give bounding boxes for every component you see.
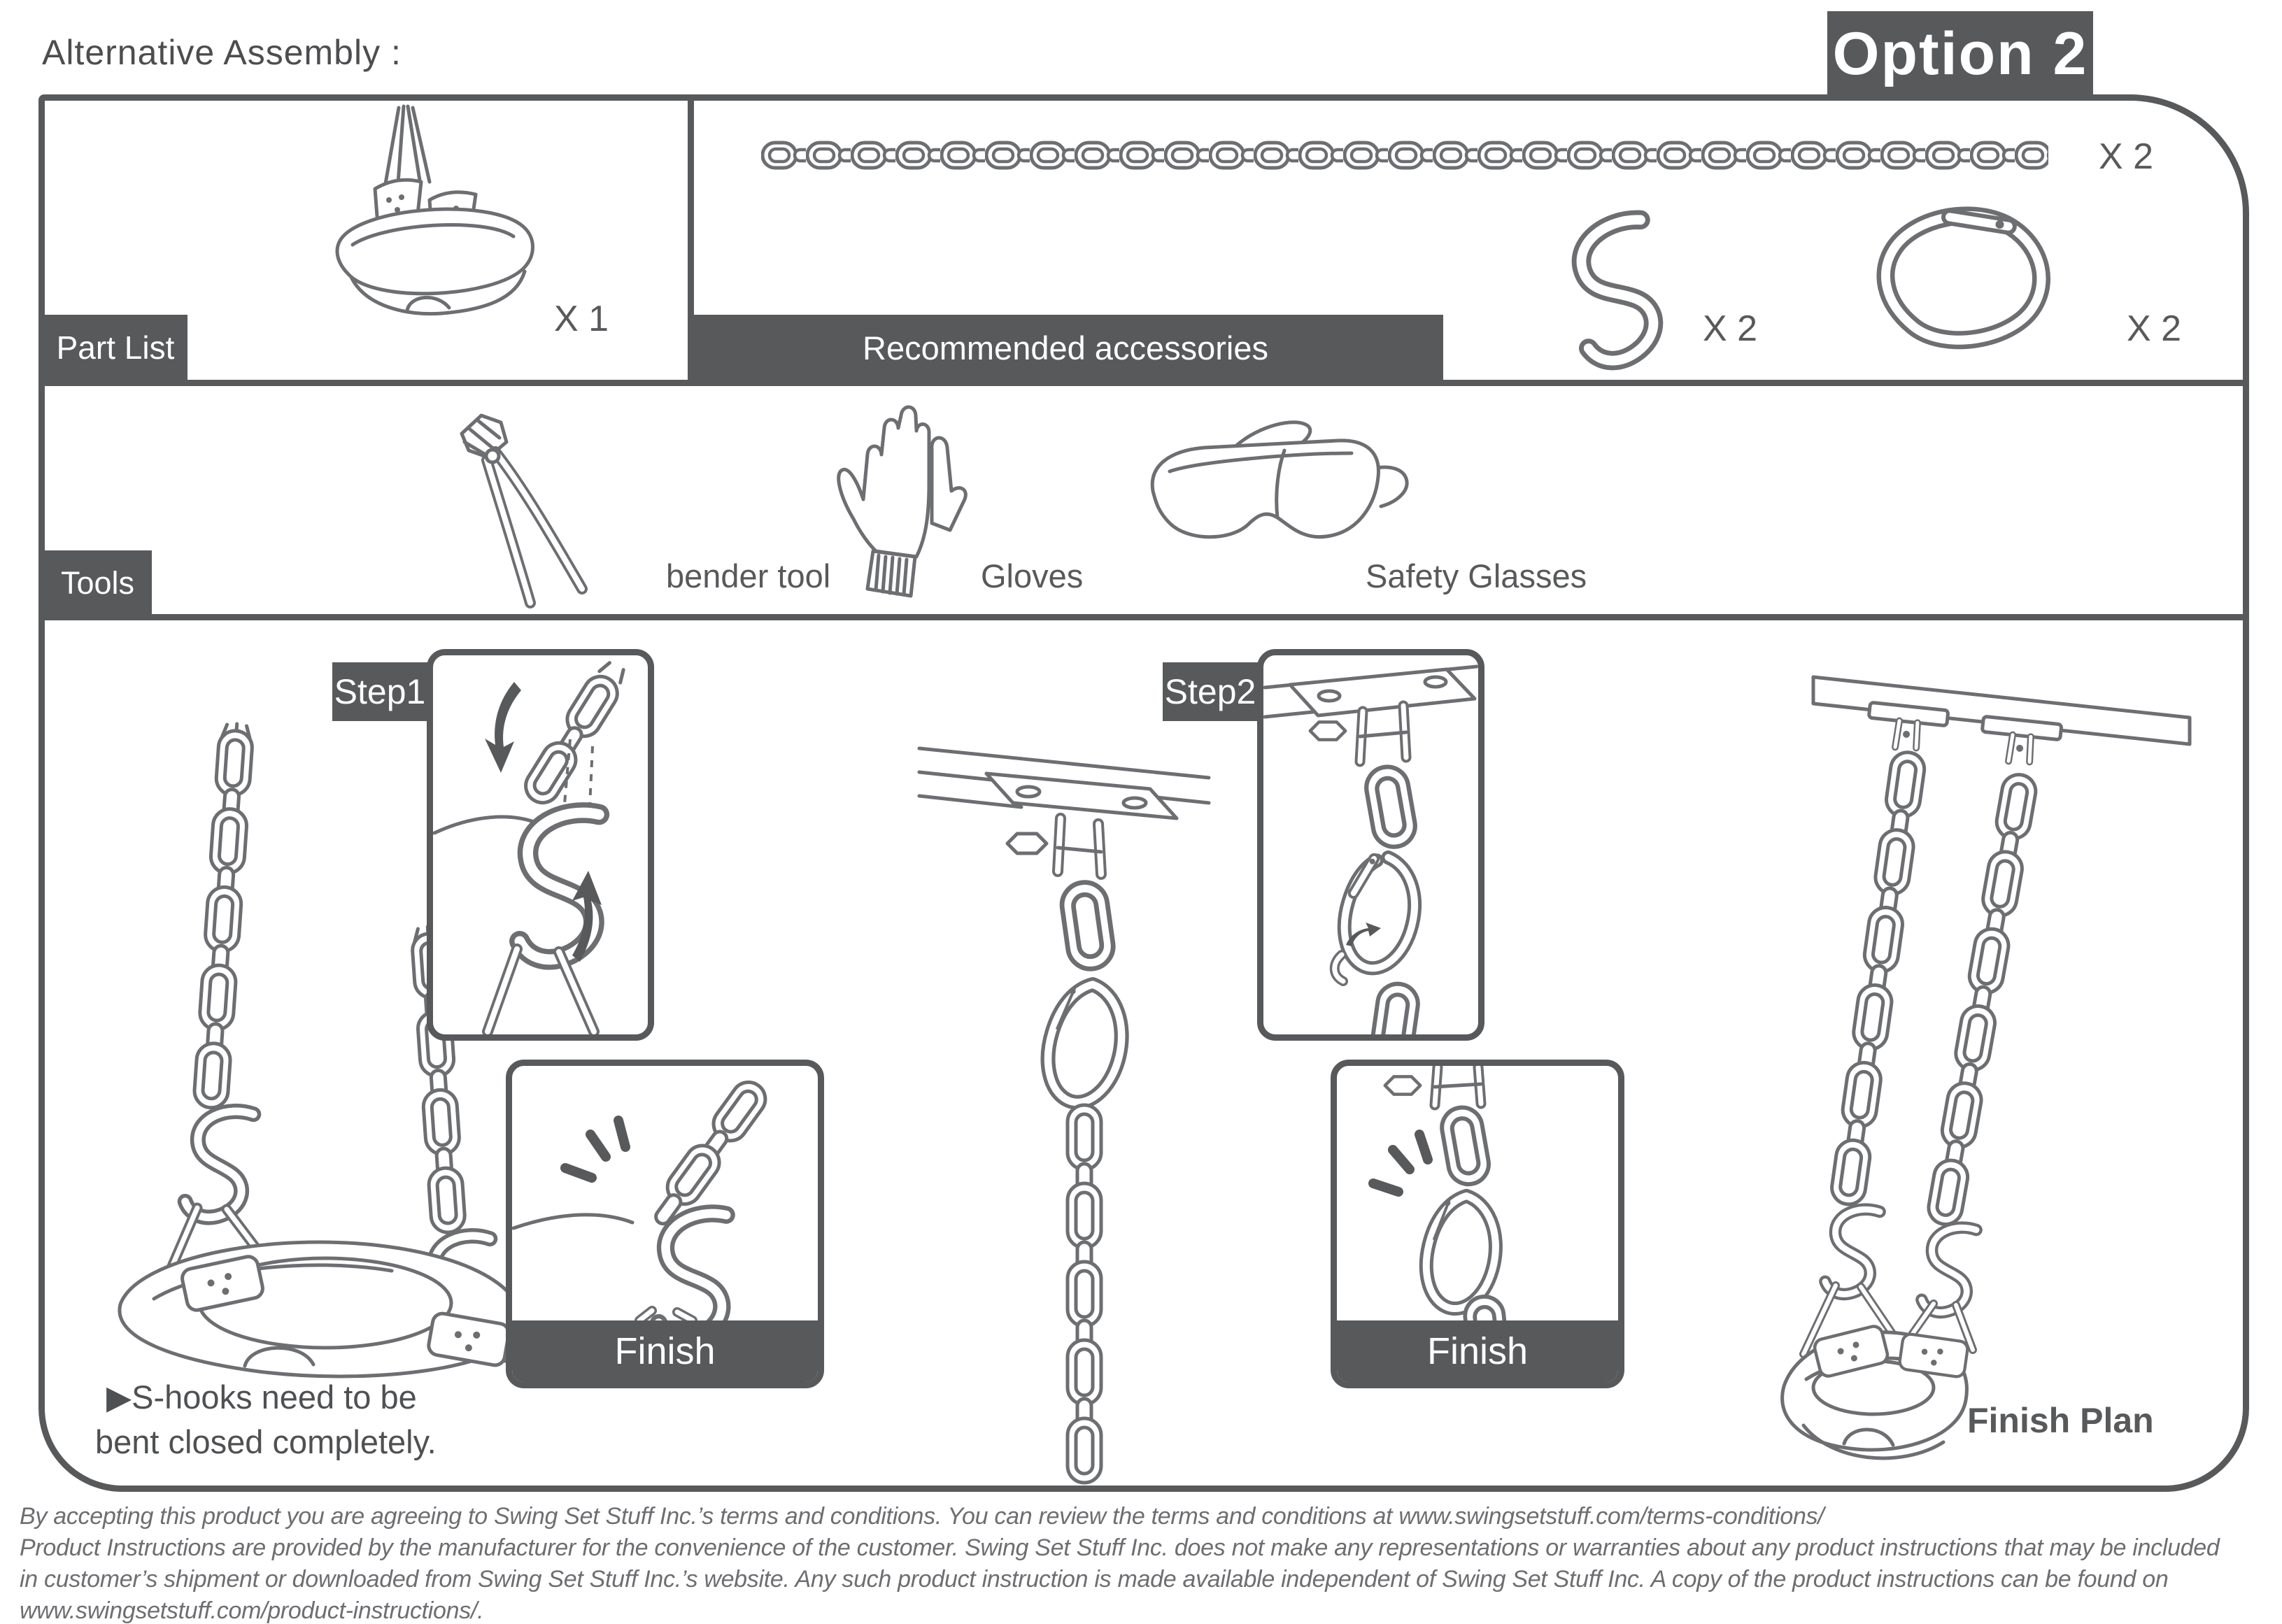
bucket-swing-seat-icon: [316, 98, 558, 316]
footer-line-3: in customer’s shipment or downloaded from Swing Set Stuff Inc.’s website. Any such product instruction is made available independent of Swing Set Stuff Inc. A copy of the product instructions can be found on: [20, 1566, 2169, 1593]
terms-footer: [20, 1501, 2265, 1624]
step1-finish-illustration: [512, 1066, 818, 1320]
gloves-label: Gloves: [981, 557, 1084, 594]
step2-finish-panel: [1331, 1060, 1624, 1388]
bender-tool-icon: [420, 406, 658, 615]
step2-finish-illustration: [1337, 1066, 1618, 1320]
footer-line-4: www.swingsetstuff.com/product-instructions/.: [20, 1597, 484, 1624]
step1-finish-band: Finish: [512, 1320, 818, 1382]
divider-tools-steps: [38, 614, 2249, 620]
step2-detail-illustration: [1263, 655, 1478, 1034]
page-title: Alternative Assembly :: [42, 33, 402, 72]
tools-label: Tools: [43, 550, 152, 615]
step2-finish-band: Finish: [1337, 1320, 1618, 1382]
step1-detail-illustration: [433, 655, 648, 1034]
bender-tool-label: bender tool: [666, 557, 831, 594]
s-hook-note-line2: bent closed completely.: [95, 1423, 437, 1460]
ceiling-bracket-chain-illustration: [916, 713, 1210, 1413]
finish-plan-label: Finish Plan: [1967, 1401, 2154, 1440]
option-badge: Option 2: [1827, 11, 2093, 97]
safety-glasses-label: Safety Glasses: [1366, 557, 1587, 594]
carabiner-icon: [1840, 194, 2071, 359]
step2-detail-panel: [1257, 649, 1484, 1041]
recommended-accessories-label: Recommended accessories: [688, 315, 1443, 381]
footer-line-2: Product Instructions are provided by the manufacturer for the convenience of the customer. Swing Set Stuff Inc. does not make any representations or warranties about any product instructions that may be included: [20, 1534, 2220, 1561]
step1-finish-panel: [506, 1060, 824, 1388]
step1-detail-panel: [427, 649, 654, 1041]
seat-qty-label: X 1: [554, 299, 609, 339]
finish-plan-illustration: [1763, 642, 2225, 1490]
footer-line-1: By accepting this product you are agreeing to Swing Set Stuff Inc.’s terms and conditions. You can review the terms and conditions at www.swingsetstuff.com/terms-conditions/: [20, 1503, 1824, 1530]
chain-qty-label: X 2: [2099, 136, 2154, 177]
carabiner-qty-label: X 2: [2127, 308, 2182, 349]
step1-label: Step1: [332, 662, 427, 721]
part-list-label: Part List: [43, 315, 187, 380]
gloves-icon: [827, 400, 979, 611]
s-hook-qty-label: X 2: [1703, 308, 1758, 349]
step2-label: Step2: [1163, 662, 1258, 721]
chain-icon: [761, 136, 2048, 175]
s-hook-icon: [1511, 210, 1672, 360]
s-hook-note-line1: ▶S-hooks need to be: [106, 1379, 417, 1416]
